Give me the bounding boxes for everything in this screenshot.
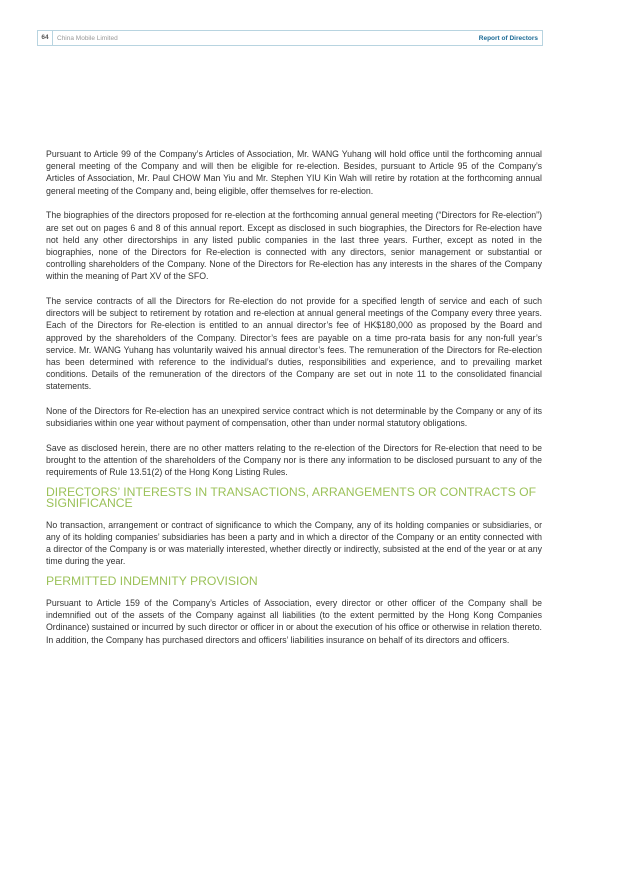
paragraph: Pursuant to Article 159 of the Company’s Articles of Association, every director or other officer of the Company shall be indemnified out of the assets of the Company against all liabilities (to the extent permitted by the Hong Kong Companies Ordinance) sustained or incurred by such director or officer in or about the execution of his office or otherwise in relation thereto. In addition, the Company has purchased directors and officers’ liabilities insurance on behalf of its directors and officers. [46,597,542,645]
section-heading: PERMITTED INDEMNITY PROVISION [46,574,258,589]
page-number: 64 [38,31,53,45]
section-heading: DIRECTORS’ INTERESTS IN TRANSACTIONS, ARRANGEMENTS OR CONTRACTS OF SIGNIFICANCE [46,484,537,511]
company-name: China Mobile Limited [57,34,118,42]
paragraph: The biographies of the directors proposed for re-election at the forthcoming annual general meeting (“Directors for Re-election”) are set out on pages 6 and 8 of this annual report. Except as disclosed in such biographies, the Directors for Re-election have not held any other directorships in any listed public companies in the last three years. Further, except as noted in the biographies, none of the Directors for Re-election is connected with any directors, senior management or substantial or controlling shareholders of the Company. None of the Directors for Re-election has any interests in the shares of the Company within the meaning of Part XV of the SFO. [46,210,542,282]
paragraph: No transaction, arrangement or contract of significance to which the Company, any of its holding companies or subsidiaries, or any of its holding companies’ subsidiaries has been a party and in which a director of the Company or an entity connected with a director of the Company is or was materially interested, whether directly or indirectly, subsisted at the end of the year or at any time during the year. [46,519,542,567]
paragraph: Pursuant to Article 99 of the Company’s Articles of Association, Mr. WANG Yuhang will hold office until the forthcoming annual general meeting of the Company and will then be eligible for re-election. Besides, pursuant to Article 95 of the Company’s Articles of Association, Mr. Paul CHOW Man Yiu and Mr. Stephen YIU Kin Wah will retire by rotation at the forthcoming annual general meeting of the Company and, being eligible, offer themselves for re-election. [46,149,542,196]
paragraph: The service contracts of all the Directors for Re-election do not provide for a specified length of service and each of such directors will be subject to retirement by rotation and re-election at annual general meetings of the Company every three years. Each of the Directors for Re-election is entitled to an annual director’s fee of HK$180,000 as proposed by the Board and approved by the shareholders of the Company. Director’s fees are payable on a time pro-rata basis for any non-full year’s service. Mr. WANG Yuhang has voluntarily waived his annual director’s fees. The remuneration of the Directors for Re-election has been determined with reference to the individual’s duties, responsibilities and experience, and to prevailing market conditions. Details of the remuneration of the directors of the Company are set out in note 11 to the consolidated financial statements. [46,296,542,392]
section-title: Report of Directors [478,34,538,42]
document-body [46,148,542,658]
paragraph: None of the Directors for Re-election has an unexpired service contract which is not determinable by the Company or any of its subsidiaries within one year without payment of compensation, other than under normal statutory obligations. [46,406,542,429]
page-header [37,30,543,46]
paragraph: Save as disclosed herein, there are no other matters relating to the re-election of the Directors for Re-election that need to be brought to the attention of the shareholders of the Company nor is there any information to be disclosed pursuant to any of the requirements of Rule 13.51(2) of the Hong Kong Listing Rules. [46,443,542,478]
